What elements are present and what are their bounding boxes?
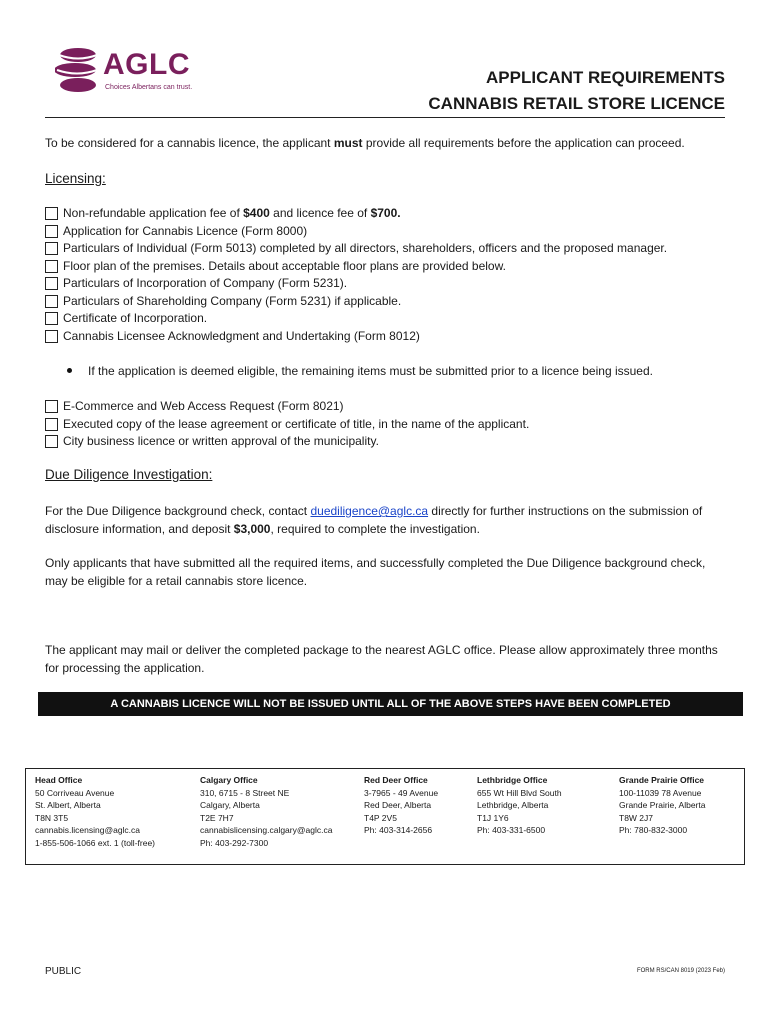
office-head: Head Office 50 Corriveau Avenue St. Albert, Alberta T8N 3T5 cannabis.licensing@aglc.ca 1-855-506-1066 ext. 1 (toll-free) (35, 775, 156, 848)
office-calgary: Calgary Office 310, 6715 - 8 Street NE Calgary, Alberta T2E 7H7 cannabislicensing.calgary@aglc.ca Ph: 403-292-7300 (200, 775, 333, 848)
due-diligence-heading: Due Diligence Investigation: (45, 467, 213, 482)
licensing-heading: Licensing: (45, 171, 106, 186)
office-grande-prairie: Grande Prairie Office 100-11039 78 Avenue Grande Prairie, Alberta T8W 2J7 Ph: 780-832-3000 (619, 775, 706, 835)
page-title-line1: APPLICANT REQUIREMENTS (486, 68, 725, 87)
logo-wordmark: AGLC (103, 48, 190, 81)
checkbox[interactable] (45, 435, 58, 448)
checkbox[interactable] (45, 207, 58, 220)
checkbox[interactable] (45, 330, 58, 343)
logo-tagline: Choices Albertans can trust. (105, 84, 193, 91)
checklist-item[interactable]: Application for Cannabis Licence (Form 8000) (45, 223, 307, 241)
office-lethbridge: Lethbridge Office 655 Wt Hill Blvd South Lethbridge, Alberta T1J 1Y6 Ph: 403-331-6500 (477, 775, 562, 835)
classification-label: PUBLIC (45, 966, 82, 977)
checkbox[interactable] (45, 277, 58, 290)
checkbox[interactable] (45, 260, 58, 273)
checklist-item[interactable]: Certificate of Incorporation. (45, 310, 207, 328)
page-title-line2: CANNABIS RETAIL STORE LICENCE (428, 94, 725, 113)
office-red-deer: Red Deer Office 3-7965 - 49 Avenue Red Deer, Alberta T4P 2V5 Ph: 403-314-2656 (364, 775, 439, 835)
mail-instructions: The applicant may mail or deliver the completed package to the nearest AGLC office. Please allow approximately three months for processing the application. (45, 643, 718, 675)
checkbox[interactable] (45, 312, 58, 325)
checklist-item[interactable]: Particulars of Individual (Form 5013) completed by all directors, shareholders, officers and the proposed manager. (45, 240, 667, 258)
checklist-item[interactable]: Particulars of Shareholding Company (Form 5231) if applicable. (45, 293, 401, 311)
checklist-item[interactable]: Executed copy of the lease agreement or certificate of title, in the name of the applicant. (45, 416, 529, 434)
due-diligence-email-link[interactable]: duediligence@aglc.ca (310, 504, 429, 518)
aglc-logo (55, 46, 225, 96)
checklist-item[interactable]: Non-refundable application fee of $400 and licence fee of $700. (45, 205, 401, 223)
aglc-swirl-icon (55, 46, 101, 94)
form-number: FORM RS/CAN 8019 (2023 Feb) (636, 968, 725, 974)
due-diligence-paragraph: For the Due Diligence background check, contact duediligence@aglc.ca directly for further instructions on the submission of disclosure information, and deposit $3,000, required to complete the investigation. (45, 504, 703, 536)
checkbox[interactable] (45, 225, 58, 238)
checkbox[interactable] (45, 418, 58, 431)
checklist-item[interactable]: Cannabis Licensee Acknowledgment and Undertaking (Form 8012) (45, 328, 420, 346)
intro-text: To be considered for a cannabis licence, the applicant must provide all requirements before the application can proceed. (45, 136, 685, 150)
title-divider (45, 117, 725, 118)
bullet-icon (67, 368, 72, 373)
checklist-item[interactable]: Floor plan of the premises. Details about acceptable floor plans are provided below. (45, 258, 506, 276)
eligibility-note: If the application is deemed eligible, the remaining items must be submitted prior to a licence being issued. (67, 363, 653, 380)
licence-warning-banner: A CANNABIS LICENCE WILL NOT BE ISSUED UNTIL ALL OF THE ABOVE STEPS HAVE BEEN COMPLETED (38, 692, 743, 716)
checklist-item[interactable]: E-Commerce and Web Access Request (Form 8021) (45, 398, 344, 416)
checkbox[interactable] (45, 295, 58, 308)
eligibility-paragraph: Only applicants that have submitted all the required items, and successfully completed the Due Diligence background check, may be eligible for a retail cannabis store licence. (45, 556, 706, 588)
checkbox[interactable] (45, 400, 58, 413)
office-contacts-box (25, 768, 745, 865)
checklist-item[interactable]: Particulars of Incorporation of Company (Form 5231). (45, 275, 347, 293)
checklist-item[interactable]: City business licence or written approval of the municipality. (45, 433, 379, 451)
checkbox[interactable] (45, 242, 58, 255)
